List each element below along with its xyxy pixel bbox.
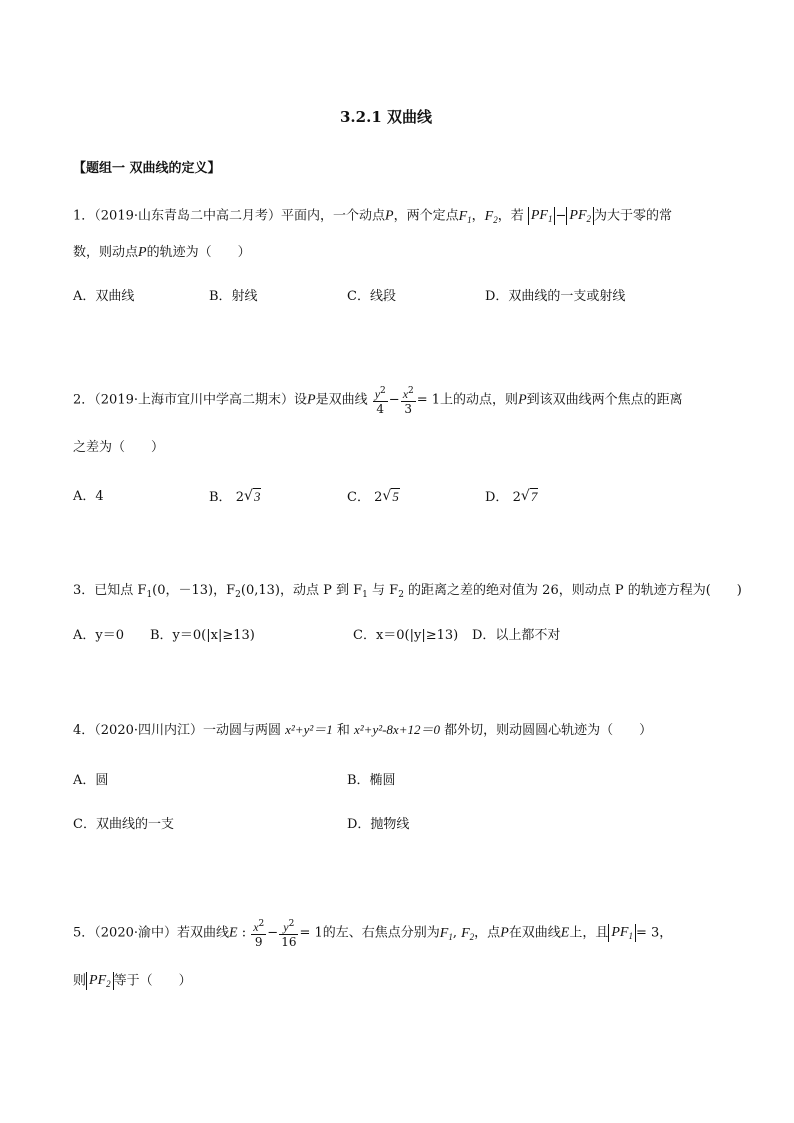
- q1-prefix: 1．（2019·山东青岛二中高二月考）平面内，一个动点: [73, 208, 385, 224]
- q1-option-d: D．双曲线的一支或射线: [485, 289, 626, 304]
- q2-option-a: A．4: [73, 489, 104, 504]
- q1-option-a: A．双曲线: [73, 289, 135, 304]
- q1-line2-b: 的轨迹为（ ）: [146, 245, 251, 260]
- q4-option-d: D．抛物线: [347, 817, 410, 832]
- q2-minus: −: [388, 392, 400, 408]
- q2-option-c: C． 2√ 5: [347, 489, 400, 506]
- q1-point-p-2: P: [138, 245, 147, 260]
- section-heading: 【题组一 双曲线的定义】: [73, 161, 221, 176]
- q3-option-a: A．y＝0: [73, 628, 125, 643]
- q5-fraction-y: $\frac{y^2}{16}$: [281, 919, 297, 949]
- question-3-line-1: 3．已知点 $F_1(0$，－13)，$F_2(0,13)$，动点 P 到 $F_1$ 与 $F_2$ 的距离之差的绝对值为 26，则动点 P 的轨迹方程为( ): [73, 583, 742, 600]
- question-2-line-1: [73, 384, 683, 416]
- q1-minus: −: [555, 208, 567, 224]
- q4-option-a: A．圆: [73, 773, 109, 788]
- q2-fraction-y: $\frac{y^2}{4}$: [374, 386, 386, 416]
- q1-abs-pf1: $PF_1$: [528, 207, 556, 225]
- q2-prefix: 2．（2019·上海市宜川中学高二期末）设: [73, 392, 307, 408]
- q2-fraction-x: $\frac{x^2}{3}$: [402, 386, 414, 416]
- question-2-line-2: 之差为（ ）: [73, 440, 165, 455]
- q5-abs-pf2: $PF_2$: [86, 972, 114, 990]
- q1-abs-pf2: $PF_2$: [566, 207, 594, 225]
- q2-tail-a: 上的动点，则: [440, 392, 519, 408]
- question-5-line-1: 5．（2020·渝中）若双曲线E : $\frac{x^2}{9}$ − $\frac{y^2}{16}$ = 1的左、右焦点分别为$F_1$, $F_2$，点P在双曲线E上，且 $PF_1 = 3$，: [73, 919, 673, 949]
- q1-f1: $F_1$: [458, 208, 472, 225]
- q1-option-c: C．线段: [347, 289, 396, 304]
- q2-tail-b: 到该双曲线两个焦点的距离: [526, 392, 683, 408]
- q3-option-c: C．x＝0(|y|≥13): [353, 628, 459, 643]
- q5-abs-pf1: $PF_1$: [608, 924, 636, 942]
- q1-option-b: B．射线: [209, 289, 258, 304]
- question-5-line-2: 则 $PF_2$ 等于（ ）: [73, 973, 192, 989]
- q1-text: ，两个定点: [393, 208, 459, 224]
- document-title: 3.2.1 双曲线: [340, 108, 432, 126]
- q3-option-d: D．以上都不对: [472, 628, 561, 643]
- q3-option-b: B．y＝0(|x|≥13): [150, 628, 255, 643]
- q2-equals: = 1: [416, 392, 441, 408]
- q1-tail: 为大于零的常: [594, 208, 673, 224]
- q1-line2-a: 数，则动点: [73, 245, 139, 260]
- q5-fraction-x: $\frac{x^2}{9}$: [253, 919, 265, 949]
- question-4-line-1: 4．（2020·四川内江）一动圆与两圆 x²+y²＝1 和 x²+y²-8x+12＝0 都外切，则动圆圆心轨迹为（ ）: [73, 722, 653, 738]
- q2-mid: 是双曲线: [315, 392, 368, 408]
- q4-option-b: B．椭圆: [347, 773, 396, 788]
- q1-text-2: ，若: [497, 208, 524, 224]
- q2-option-b: B． 2√ 3: [209, 489, 261, 506]
- q1-comma: ，: [471, 208, 485, 224]
- q2-option-d: D． 2√ 7: [485, 489, 538, 506]
- q4-option-c: C．双曲线的一支: [73, 817, 174, 832]
- question-1-line-1: [73, 207, 672, 228]
- q1-point-p: P: [385, 208, 394, 224]
- q2-point-p-2: P: [518, 392, 527, 408]
- question-1-line-2: [73, 245, 251, 261]
- q1-f2: $F_2$: [484, 208, 498, 225]
- q2-point-p: P: [307, 392, 316, 408]
